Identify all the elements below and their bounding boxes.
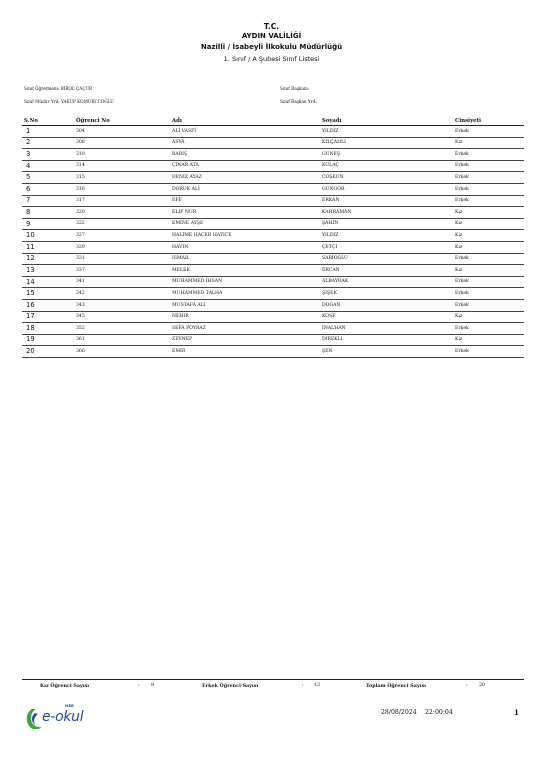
- row-gender: Erkek: [455, 163, 469, 169]
- row-student-no: 322: [76, 221, 85, 227]
- row-sno: 6: [26, 184, 31, 193]
- row-student-no: 361: [76, 337, 85, 343]
- row-sno: 8: [26, 207, 31, 216]
- table-row: [22, 230, 524, 242]
- row-gender: Kız: [455, 267, 463, 273]
- table-row: [22, 184, 524, 196]
- table-body: [22, 126, 524, 358]
- row-sno: 20: [26, 347, 35, 356]
- row-first-name: HALIME HACER HATICE: [172, 232, 232, 238]
- table-row: [22, 254, 524, 266]
- footer-rule: [22, 679, 524, 680]
- row-student-no: 304: [76, 128, 85, 134]
- row-gender: Erkek: [455, 198, 469, 204]
- header-gender: Cinsiyeti: [455, 118, 481, 124]
- row-last-name: ŞIŞEK: [322, 290, 337, 296]
- row-gender: Kız: [455, 337, 463, 343]
- row-first-name: ZEYNEP: [172, 337, 193, 343]
- table-row: [22, 300, 524, 312]
- row-gender: Kız: [455, 140, 463, 146]
- table-row: [22, 172, 524, 184]
- row-sno: 14: [26, 277, 35, 286]
- table-row: [22, 323, 524, 335]
- print-time: 22:00:04: [425, 709, 453, 716]
- table-row: [22, 196, 524, 208]
- table-row: [22, 288, 524, 300]
- header-list-title: 1. Sınıf / A Şubesi Sınıf Listesi: [223, 55, 320, 63]
- row-student-no: 314: [76, 163, 85, 169]
- row-gender: Erkek: [455, 186, 469, 192]
- row-sno: 3: [26, 149, 31, 158]
- row-first-name: ÇINAR ATA: [172, 163, 199, 169]
- table-row: [22, 277, 524, 289]
- eokul-logo: [24, 703, 104, 731]
- row-gender: Erkek: [455, 348, 469, 354]
- row-gender: Erkek: [455, 279, 469, 285]
- row-first-name: MUHAMMED İHSAN: [172, 279, 223, 285]
- row-last-name: DIREKLI: [322, 337, 343, 343]
- row-first-name: EFE: [172, 198, 182, 204]
- row-sno: 15: [26, 289, 35, 298]
- row-student-no: 337: [76, 267, 85, 273]
- row-last-name: ERCAN: [322, 267, 340, 273]
- row-gender: Erkek: [455, 290, 469, 296]
- row-last-name: GUNGOR: [322, 186, 345, 192]
- total-count-value: 20: [479, 683, 486, 688]
- row-sno: 9: [26, 219, 31, 228]
- row-student-no: 345: [76, 314, 85, 320]
- row-first-name: EMIR: [172, 348, 186, 354]
- table-row: [22, 207, 524, 219]
- row-first-name: EMINE AYŞE: [172, 221, 204, 227]
- row-student-no: 316: [76, 186, 85, 192]
- table-row: [22, 312, 524, 324]
- total-count-label: Toplam Öğrenci Sayısı: [366, 683, 426, 689]
- row-last-name: KULAÇ: [322, 163, 340, 169]
- boys-count-value: 12: [314, 683, 321, 688]
- table-row: [22, 242, 524, 254]
- meta-teacher: [24, 86, 92, 91]
- header-school: Nazilli / İsabeyli İlkokulu Müdürlüğü: [200, 43, 343, 51]
- row-sno: 7: [26, 196, 31, 205]
- row-first-name: ALİ VASFİ: [172, 128, 197, 134]
- row-gender: Kız: [455, 244, 463, 250]
- table-header-row: [22, 116, 524, 125]
- row-student-no: 352: [76, 325, 85, 331]
- print-date: 28/08/2024: [381, 709, 417, 716]
- row-first-name: ISMAIL: [172, 256, 190, 262]
- row-sno: 5: [26, 173, 31, 182]
- row-sno: 4: [26, 161, 31, 170]
- row-sno: 12: [26, 254, 35, 263]
- student-table: [22, 116, 524, 358]
- girls-count-sep: :: [138, 683, 140, 688]
- meta-vice-president-label: Sınıf Başkan Yrd:: [280, 99, 317, 104]
- row-last-name: INALHAN: [322, 325, 346, 331]
- table-row: [22, 161, 524, 173]
- row-last-name: ERKAN: [322, 198, 340, 204]
- meta-president: [280, 86, 309, 91]
- row-last-name: GUNEŞ: [322, 151, 341, 157]
- row-gender: Kız: [455, 209, 463, 215]
- row-sno: 18: [26, 323, 35, 332]
- meta-vice-principal: [24, 99, 114, 104]
- table-row: [22, 149, 524, 161]
- row-last-name: SARIOĞLU: [322, 256, 348, 262]
- row-gender: Erkek: [455, 325, 469, 331]
- row-gender: Erkek: [455, 151, 469, 157]
- row-first-name: MELEK: [172, 267, 190, 273]
- header-last-name: Soyadı: [322, 118, 342, 124]
- eokul-logo-text: e-okul: [42, 709, 84, 725]
- row-first-name: HAVIN: [172, 244, 189, 250]
- page-number: 1: [514, 708, 519, 717]
- boys-count-label: Erkek Öğrenci Sayısı: [202, 683, 259, 689]
- row-first-name: ELIF NUR: [172, 209, 197, 215]
- row-last-name: COŞKUN: [322, 174, 344, 180]
- row-gender: Kız: [455, 314, 463, 320]
- row-last-name: YILDIZ: [322, 128, 339, 134]
- row-student-no: 327: [76, 232, 85, 238]
- boys-count-sep: :: [302, 683, 304, 688]
- row-first-name: DENIZ AYAZ: [172, 174, 202, 180]
- meta-teacher-label: Sınıf Öğretmeni:: [24, 86, 60, 91]
- header-governorship: AYDIN VALİLİĞİ: [241, 32, 302, 40]
- girls-count-label: Kız Öğrenci Sayısı: [40, 683, 90, 689]
- row-last-name: YILDIZ: [322, 232, 339, 238]
- meta-vice-president: [280, 99, 317, 104]
- girls-count-value: 8: [151, 683, 155, 688]
- row-first-name: MUSTAFA ALİ: [172, 302, 206, 308]
- row-first-name: MUHAMMED TALHA: [172, 290, 223, 296]
- row-student-no: 310: [76, 151, 85, 157]
- row-sno: 2: [26, 138, 31, 147]
- row-first-name: BARIŞ: [172, 151, 188, 157]
- row-first-name: ASYA: [172, 140, 185, 146]
- header-first-name: Adı: [172, 118, 182, 124]
- header-sno: S.No: [24, 118, 38, 124]
- row-student-no: 331: [76, 256, 85, 262]
- row-first-name: SEFA POYRAZ: [172, 325, 206, 331]
- row-student-no: 308: [76, 140, 85, 146]
- row-gender: Kız: [455, 221, 463, 227]
- row-last-name: KILÇAHLI: [322, 140, 347, 146]
- table-row: [22, 265, 524, 277]
- row-last-name: ŞEN: [322, 348, 333, 354]
- row-last-name: KAHRAMAN: [322, 209, 352, 215]
- table-row: [22, 126, 524, 138]
- table-row: [22, 219, 524, 231]
- row-last-name: ALBAYRAK: [322, 279, 349, 285]
- row-sno: 11: [26, 242, 35, 251]
- row-gender: Erkek: [455, 256, 469, 262]
- row-sno: 19: [26, 335, 35, 344]
- row-student-no: 342: [76, 290, 85, 296]
- row-student-no: 317: [76, 198, 85, 204]
- row-last-name: ŞAHIN: [322, 221, 339, 227]
- row-student-no: 341: [76, 279, 85, 285]
- meta-president-label: Sınıf Başkanı:: [280, 86, 310, 91]
- total-count-sep: :: [466, 683, 468, 688]
- row-last-name: ÇETÇI: [322, 244, 338, 250]
- row-student-no: 315: [76, 174, 85, 180]
- row-student-no: 343: [76, 302, 85, 308]
- header-tc: T.C.: [263, 22, 280, 31]
- row-student-no: 366: [76, 348, 85, 354]
- meta-teacher-value: BIROL ÇAÇUR: [60, 86, 93, 91]
- row-last-name: KOSE: [322, 314, 336, 320]
- table-row: [22, 335, 524, 347]
- row-gender: Erkek: [455, 128, 469, 134]
- row-gender: Erkek: [455, 174, 469, 180]
- row-first-name: NEHIR: [172, 314, 189, 320]
- row-last-name: DOĞAN: [322, 302, 341, 308]
- row-student-no: 320: [76, 209, 85, 215]
- eokul-logo-meb: MEB: [65, 704, 74, 708]
- meta-vice-principal-value: YAKUP KOMURCCOĞLU: [61, 99, 114, 104]
- row-sno: 17: [26, 312, 35, 321]
- header-student-no: Öğrenci No: [76, 118, 110, 124]
- table-row: [22, 346, 524, 358]
- row-gender: Kız: [455, 232, 463, 238]
- table-row: [22, 138, 524, 150]
- row-sno: 13: [26, 265, 35, 274]
- row-sno: 16: [26, 300, 35, 309]
- row-student-no: 329: [76, 244, 85, 250]
- row-sno: 1: [26, 126, 31, 135]
- row-gender: Erkek: [455, 302, 469, 308]
- meta-vice-principal-label: Sınıf Müdür Yrd:: [24, 99, 60, 104]
- row-first-name: DORUK ALİ: [172, 186, 200, 192]
- row-sno: 10: [26, 231, 35, 240]
